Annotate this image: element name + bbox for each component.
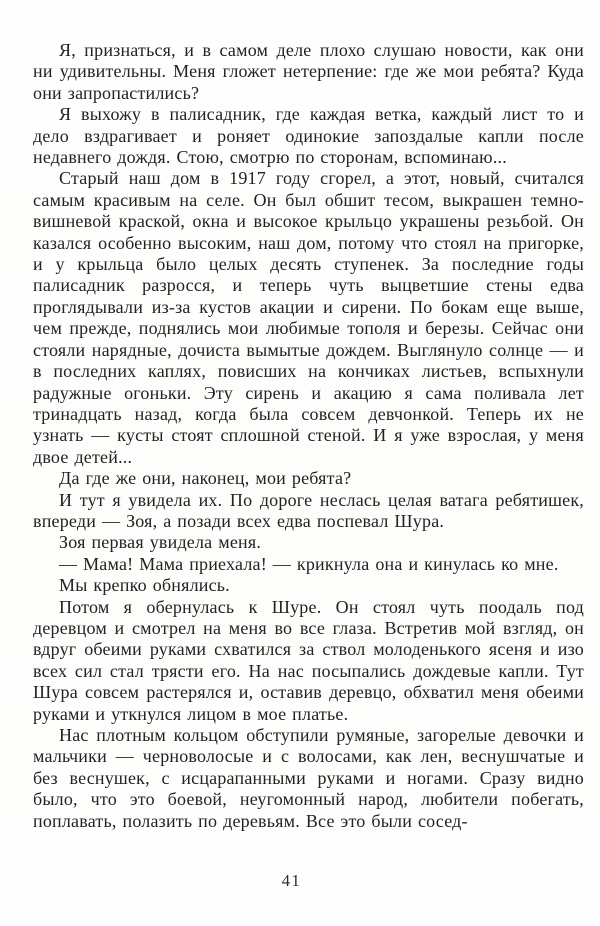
page-text-block: [33, 40, 584, 832]
page-number: 41: [281, 871, 302, 890]
text-paragraph: Нас плотным кольцом обступили румяные, загорелые девочки и мальчики — черноволосые и с волосами, как лен, веснушчатые и без веснушек, с исцарапанными руками и ногами. Сразу видно было, что это боевой, неугомонный народ, любители побегать, поплавать, полазить по деревьям. Все это были сосед-: [33, 725, 584, 831]
text-paragraph: Мы крепко обнялись.: [59, 575, 230, 596]
text-paragraph: И тут я увидела их. По дороге неслась целая ватага ребятишек, впереди — Зоя, а позади всех едва поспевал Шура.: [33, 489, 584, 531]
text-paragraph: Потом я обернулась к Шуре. Он стоял чуть поодаль под деревцом и смотрел на меня во все глаза. Встретив мой взгляд, он вдруг обеими руками схватился за ствол молоденького ясеня и изо всех сил стал трясти его. На нас посыпались дождевые капли. Тут Шура совсем растерялся и, оставив деревцо, обхватил меня обеими руками и уткнулся лицом в мое платье.: [33, 596, 584, 724]
text-paragraph: Да где же они, наконец, мои ребята?: [59, 468, 352, 489]
text-paragraph: Я, признаться, и в самом деле плохо слушаю новости, как они ни удивительны. Меня гложет нетерпение: где же мои ребята? Куда они запропастились?: [33, 40, 584, 103]
text-paragraph: — Мама! Мама приехала! — крикнула она и кинулась ко мне.: [59, 553, 559, 574]
text-paragraph: Я выхожу в палисадник, где каждая ветка, каждый лист то и дело вздрагивает и роняет одинокие запоздалые капли после недавнего дождя. Стою, смотрю по сторонам, вспоминаю...: [33, 104, 584, 168]
text-paragraph: Зоя первая увидела меня.: [59, 532, 262, 553]
text-paragraph: Старый наш дом в 1917 году сгорел, а этот, новый, считался самым красивым на селе. Он был обшит тесом, выкрашен темно-вишневой краской, окна и высокое крыльцо украшены резьбой. Он казался особенно высоким, наш дом, потому что стоял на пригорке, и у крыльца было целых десять ступенек. За последние годы палисадник разросся, и теперь чуть выцветшие стены едва проглядывали из-за кустов акации и сирени. По бокам еще выше, чем прежде, поднялись мои любимые тополя и березы. Сейчас они стояли нарядные, дочиста вымытые дождем. Выглянуло солнце — и в последних каплях, повисших на кончиках листьев, вспыхнули радужные огоньки. Эту сирень и акацию я сама поливала лет тринадцать назад, когда была совсем девчонкой. Теперь их не узнать — кусты стоят сплошной стеной. И я уже взрослая, у меня двое детей...: [33, 168, 584, 467]
